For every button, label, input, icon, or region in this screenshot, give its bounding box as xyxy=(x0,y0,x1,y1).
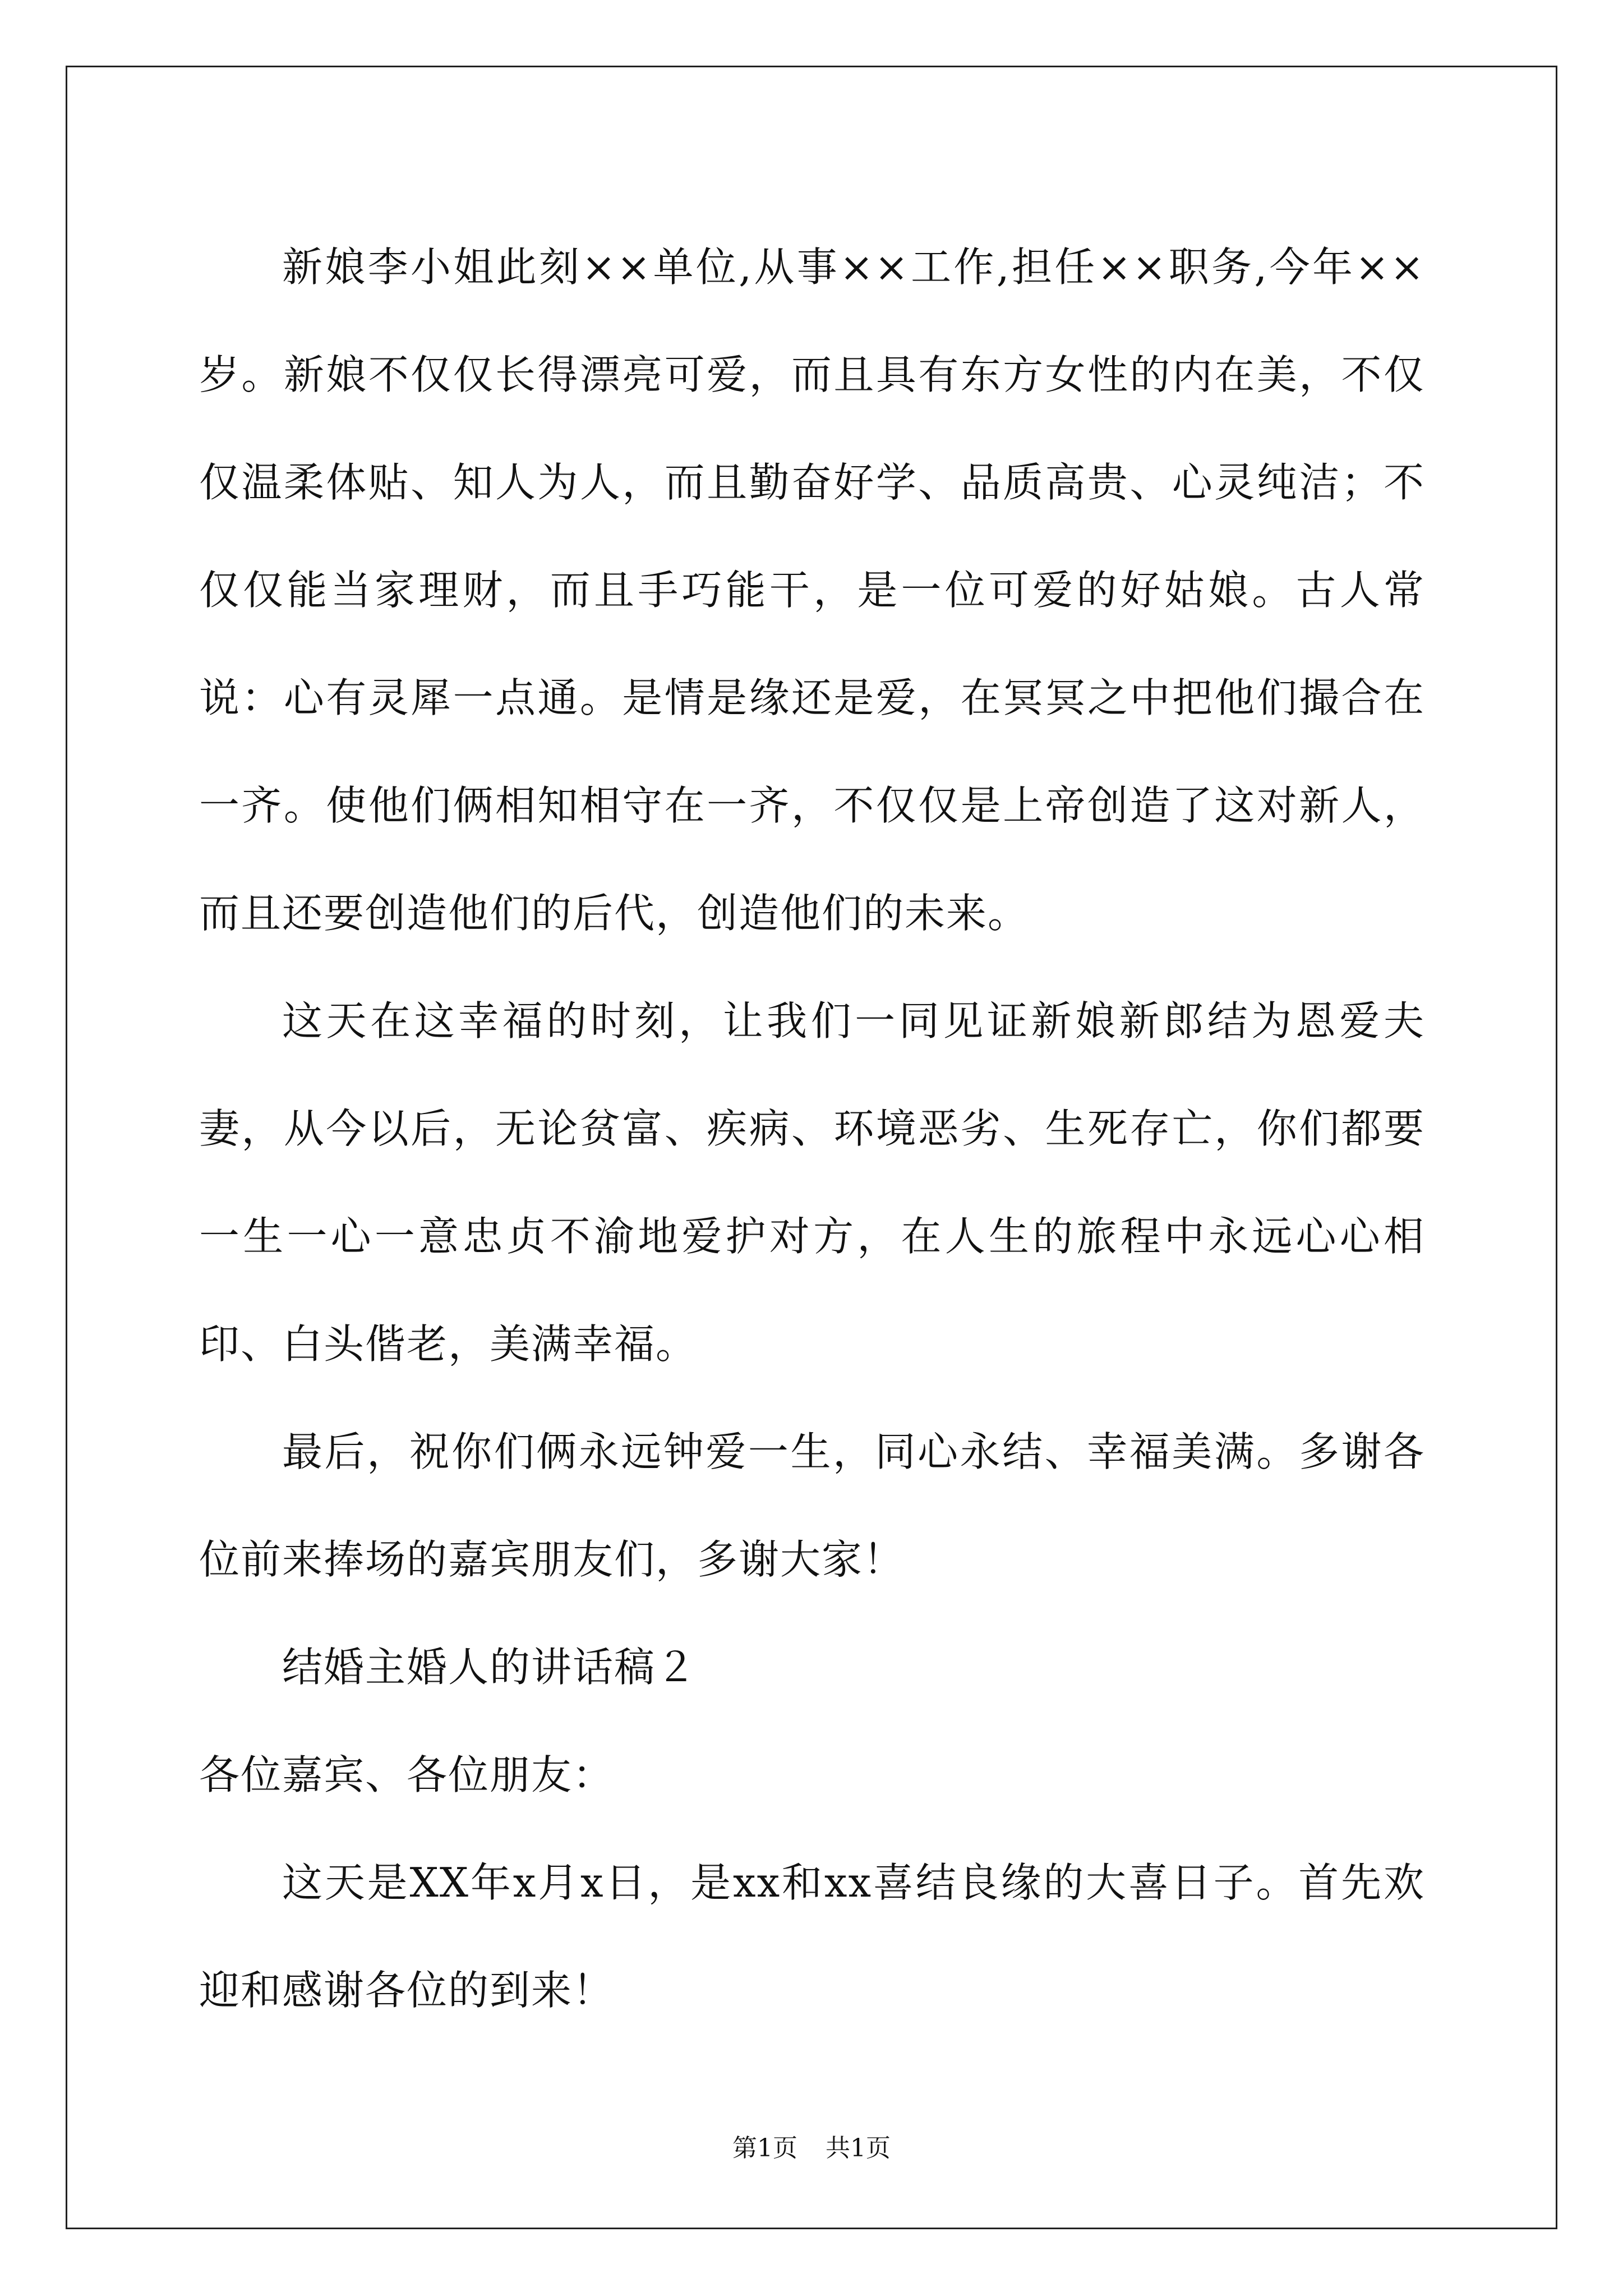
paragraph-blessing: 最后，祝你们俩永远钟爱一生，同心永结、幸福美满。多谢各位前来捧场的嘉宾朋友们，多谢大家！ xyxy=(199,1428,1425,1583)
page-number: 第1页 xyxy=(732,2134,797,2162)
paragraph-witness: 这天在这幸福的时刻，让我们一同见证新娘新郎结为恩爱夫妻，从今以后，无论贫富、疾病、环境恶劣、生死存亡，你们都要一生一心一意忠贞不渝地爱护对方，在人生的旅程中永远心心相印、白头偕老，美满幸福。 xyxy=(199,997,1425,1368)
paragraph-bride-intro: 新娘李小姐此刻××单位,从事××工作,担任××职务,今年××岁。新娘不仅仅长得漂亮可爱，而且具有东方女性的内在美，不仅仅温柔体贴、知人为人，而且勤奋好学、品质高贵、心灵纯洁；不仅仅能当家理财，而且手巧能干，是一位可爱的好姑娘。古人常说：心有灵犀一点通。是情是缘还是爱，在冥冥之中把他们撮合在一齐。使他们俩相知相守在一齐，不仅仅是上帝创造了这对新人，而且还要创造他们的后代，创造他们的未来。 xyxy=(199,243,1425,937)
page-footer xyxy=(0,2132,1623,2165)
page-total: 共1页 xyxy=(826,2134,891,2162)
document-body xyxy=(199,213,1425,2044)
paragraph-opening: 这天是XX年x月x日，是xx和xx喜结良缘的大喜日子。首先欢迎和感谢各位的到来！ xyxy=(199,1859,1425,2014)
section-heading: 结婚主婚人的讲话稿２ xyxy=(282,1644,698,1691)
salutation: 各位嘉宾、各位朋友： xyxy=(199,1751,615,1798)
